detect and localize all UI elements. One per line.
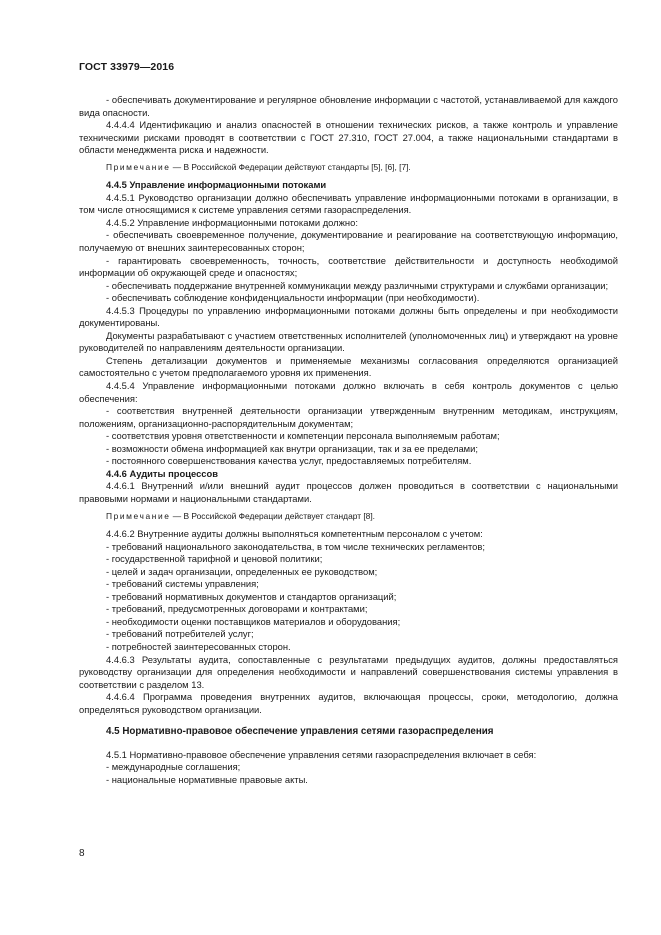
paragraph: 4.5.1 Нормативно-правовое обеспечение управления сетями газораспределения включает в себя: — [106, 748, 537, 760]
list-item: - целей и задач организации, определенных ее руководством; — [106, 565, 378, 577]
subsection-heading: 4.4.5 Управление информационными потоками — [106, 179, 327, 191]
list-item: - требований системы управления; — [106, 578, 259, 590]
list-item: - необходимости оценки поставщиков материалов и оборудования; — [106, 615, 401, 627]
list-item: - возможности обмена информацией как внутри организации, так и за ее пределами; — [106, 442, 478, 454]
list-item: - требований нормативных документов и стандартов организаций; — [106, 590, 397, 602]
note-label: Примечание — [106, 161, 171, 172]
list-item: - требований, предусмотренных договорами и контрактами; — [106, 603, 368, 615]
list-item: - национальные нормативные правовые акты. — [106, 773, 308, 785]
paragraph: 4.4.6.1 Внутренний и/или внешний аудит процессов должен проводиться в соответствии с национальными правовыми нормами и национальными стандартами. — [79, 480, 618, 504]
paragraph: 4.4.5.1 Руководство организации должно обеспечивать управление информационными потоками в организации, в том числе относящимися к системе управления сетями газораспределения. — [79, 191, 618, 216]
list-item: - обеспечивать соблюдение конфиденциальности информации (при необходимости). — [106, 292, 480, 304]
list-item: - обеспечивать поддержание внутренней коммуникации между различными структурами и службами организации; — [106, 279, 609, 291]
list-item: - требований потребителей услуг; — [106, 628, 254, 640]
document-header: ГОСТ 33979—2016 — [79, 61, 175, 73]
paragraph: 4.4.5.3 Процедуры по управлению информационными потоками должны быть определены и при необходимости документированы. — [79, 304, 618, 329]
list-item: - государственной тарифной и ценовой политики; — [106, 553, 323, 565]
note-text: — В Российской Федерации действует стандарт [8]. — [170, 510, 375, 521]
paragraph: 4.4.6.3 Результаты аудита, сопоставленные с результатами предыдущих аудитов, должны предоставляться руководству организации для определения необходимости и направлений совершенствования системы управления в соответствии с разделом 13. — [79, 653, 618, 690]
note-label: Примечание — [106, 510, 171, 521]
list-item: - потребностей заинтересованных сторон. — [106, 640, 291, 652]
paragraph: 4.4.5.2 Управление информационными потоками должно: — [106, 216, 358, 228]
note — [79, 510, 618, 523]
page-body — [79, 94, 618, 786]
list-item: - гарантировать своевременность, точность, соответствие действительности и доступность необходимой информации об окружающей среде и опасностях; — [79, 254, 618, 279]
section-heading: 4.5 Нормативно-правовое обеспечение управления сетями газораспределения — [106, 726, 494, 738]
page-number: 8 — [79, 848, 85, 859]
list-item: - соответствия внутренней деятельности организации утвержденным внутренним методикам, инструкциям, положениям, организационно-распорядительным документам; — [79, 405, 618, 429]
paragraph: Степень детализации документов и применяемые механизмы согласования определяются организацией самостоятельно с учетом предполагаемого уровня их применения. — [79, 354, 618, 379]
list-item: - постоянного совершенствования качества услуг, предоставляемых потребителям. — [106, 455, 472, 467]
subsection-heading: 4.4.6 Аудиты процессов — [106, 467, 219, 479]
note — [79, 161, 618, 174]
paragraph: Документы разрабатывают с участием ответственных исполнителей (уполномоченных лиц) и утверждают на уровне руководителей по направлениям деятельности организации. — [79, 329, 618, 354]
paragraph: 4.4.4.4 Идентификацию и анализ опасностей в отношении технических рисков, а также контроль и управление техническими рисками проводят в соответствии с ГОСТ 27.310, ГОСТ 27.004, а также национальными стандартами в области менеджмента риска и надежности. — [79, 119, 618, 156]
note-text: — В Российской Федерации действуют стандарты [5], [6], [7]. — [170, 161, 411, 172]
paragraph: - обеспечивать документирование и регулярное обновление информации с частотой, устанавливаемой для каждого вида опасности. — [79, 94, 618, 118]
list-item: - требований национального законодательства, в том числе технических регламентов; — [106, 540, 485, 552]
list-item: - международные соглашения; — [106, 761, 241, 773]
paragraph: 4.4.6.4 Программа проведения внутренних аудитов, включающая процессы, сроки, методологию, должна определяться руководством организации. — [79, 691, 618, 715]
paragraph: 4.4.6.2 Внутренние аудиты должны выполняться компетентным персоналом с учетом: — [106, 528, 483, 540]
paragraph: 4.4.5.4 Управление информационными потоками должно включать в себя контроль документов с целью обеспечения: — [79, 380, 618, 404]
list-item: - обеспечивать своевременное получение, документирование и реагирование на соответствующую информацию, получаемую от внешних заинтересованных сторон; — [79, 229, 618, 254]
list-item: - соответствия уровня ответственности и компетенции персонала выполняемым работам; — [106, 430, 500, 442]
